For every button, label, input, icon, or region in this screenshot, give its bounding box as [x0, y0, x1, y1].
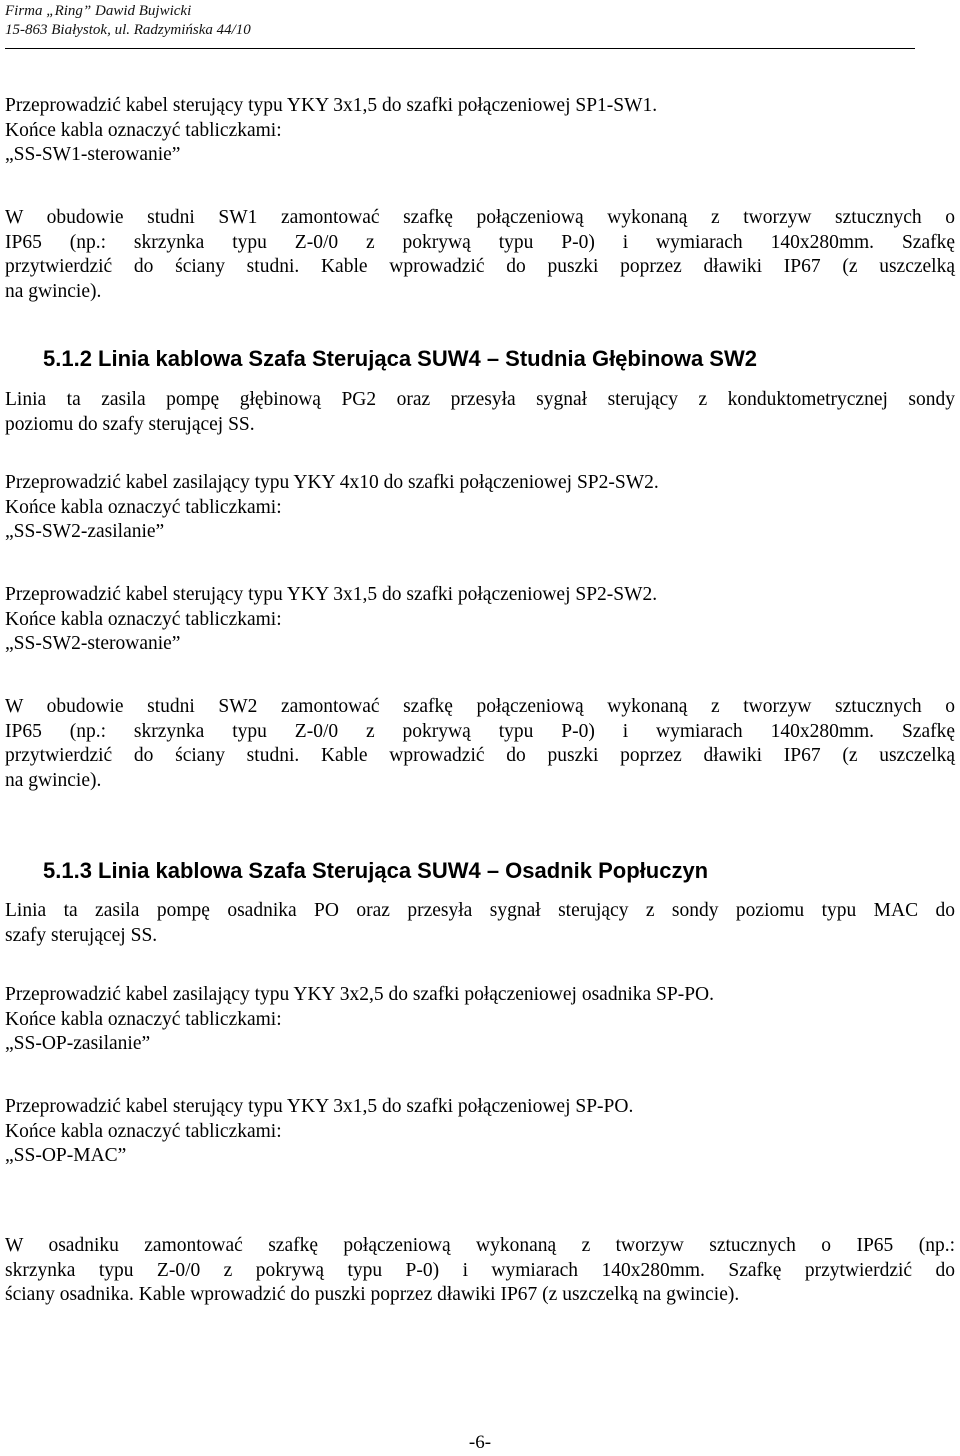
paragraph-sw2-control-cable	[5, 583, 955, 657]
paragraph-sw2-power-cable	[5, 471, 955, 545]
paragraph-sw1-box	[5, 206, 955, 304]
text-line: W obudowie studni SW1 zamontować szafkę połączeniową wykonaną z tworzyw sztucznych o	[5, 207, 955, 228]
text-line: na gwincie).	[5, 280, 102, 302]
paragraph-po-intro	[5, 899, 955, 948]
text-line: Przeprowadzić kabel sterujący typu YKY 3x1,5 do szafki połączeniowej SP1-SW1.	[5, 95, 658, 116]
text-line: Przeprowadzić kabel sterujący typu YKY 3x1,5 do szafki połączeniowej SP2-SW2.	[5, 584, 658, 605]
header-address: 15-863 Białystok, ul. Radzymińska 44/10	[5, 22, 251, 38]
text-line: Przeprowadzić kabel sterujący typu YKY 3x1,5 do szafki połączeniowej SP-PO.	[5, 1096, 634, 1117]
text-line: Końce kabla oznaczyć tabliczkami:	[5, 496, 282, 518]
text-line: Końce kabla oznaczyć tabliczkami:	[5, 1120, 282, 1142]
text-line: poziomu do szafy sterującej SS.	[5, 413, 255, 435]
text-line: Linia ta zasila pompę głębinową PG2 oraz przesyła sygnał sterujący z konduktometrycznej sondy	[5, 389, 955, 410]
header-divider	[5, 48, 915, 49]
text-line: ściany osadnika. Kable wprowadzić do puszki poprzez dławiki IP67 (z uszczelką na gwincie).	[5, 1284, 740, 1305]
text-line: przytwierdzić do ściany studni. Kable wprowadzić do puszki poprzez dławiki IP67 (z uszczelką	[5, 256, 955, 277]
text-line: Końce kabla oznaczyć tabliczkami:	[5, 119, 282, 141]
text-line: na gwincie).	[5, 769, 102, 791]
text-line: przytwierdzić do ściany studni. Kable wprowadzić do puszki poprzez dławiki IP67 (z uszczelką	[5, 745, 955, 766]
text-line: Końce kabla oznaczyć tabliczkami:	[5, 608, 282, 630]
text-line: „SS-SW2-zasilanie”	[5, 521, 165, 542]
text-line: „SS-SW1-sterowanie”	[5, 144, 181, 165]
text-line: Przeprowadzić kabel zasilający typu YKY 3x2,5 do szafki połączeniowej osadnika SP-PO.	[5, 984, 715, 1005]
paragraph-po-power-cable	[5, 983, 955, 1057]
paragraph-sw1-control-cable	[5, 94, 955, 168]
header-company: Firma „Ring” Dawid Bujwicki	[5, 3, 192, 19]
text-line: szafy sterującej SS.	[5, 924, 158, 946]
text-line: W obudowie studni SW2 zamontować szafkę połączeniową wykonaną z tworzyw sztucznych o	[5, 696, 955, 717]
text-line: Przeprowadzić kabel zasilający typu YKY 4x10 do szafki połączeniowej SP2-SW2.	[5, 472, 659, 493]
text-line: Linia ta zasila pompę osadnika PO oraz przesyła sygnał sterujący z sondy poziomu typu MAC do	[5, 900, 955, 921]
text-line: IP65 (np.: skrzynka typu Z-0/0 z pokrywą typu P-0) i wymiarach 140x280mm. Szafkę	[5, 720, 955, 742]
paragraph-sw2-box	[5, 695, 955, 793]
section-heading-5-1-2: 5.1.2 Linia kablowa Szafa Sterująca SUW4 – Studnia Głębinowa SW2	[43, 346, 757, 371]
text-line: IP65 (np.: skrzynka typu Z-0/0 z pokrywą typu P-0) i wymiarach 140x280mm. Szafkę	[5, 231, 955, 253]
paragraph-po-control-cable	[5, 1095, 955, 1169]
text-line: Końce kabla oznaczyć tabliczkami:	[5, 1008, 282, 1030]
text-line: „SS-SW2-sterowanie”	[5, 633, 181, 654]
text-line: „SS-OP-MAC”	[5, 1145, 127, 1166]
page-header	[5, 2, 251, 40]
paragraph-po-box	[5, 1234, 955, 1308]
section-heading-5-1-3: 5.1.3 Linia kablowa Szafa Sterująca SUW4 – Osadnik Popłuczyn	[43, 858, 709, 883]
text-line: „SS-OP-zasilanie”	[5, 1033, 151, 1054]
text-line: skrzynka typu Z-0/0 z pokrywą typu P-0) i wymiarach 140x280mm. Szafkę przytwierdzić do	[5, 1259, 955, 1281]
page-number: -6-	[468, 1432, 492, 1453]
text-line: W osadniku zamontować szafkę połączeniową wykonaną z tworzyw sztucznych o IP65 (np.:	[5, 1235, 955, 1256]
paragraph-sw2-intro	[5, 388, 955, 437]
